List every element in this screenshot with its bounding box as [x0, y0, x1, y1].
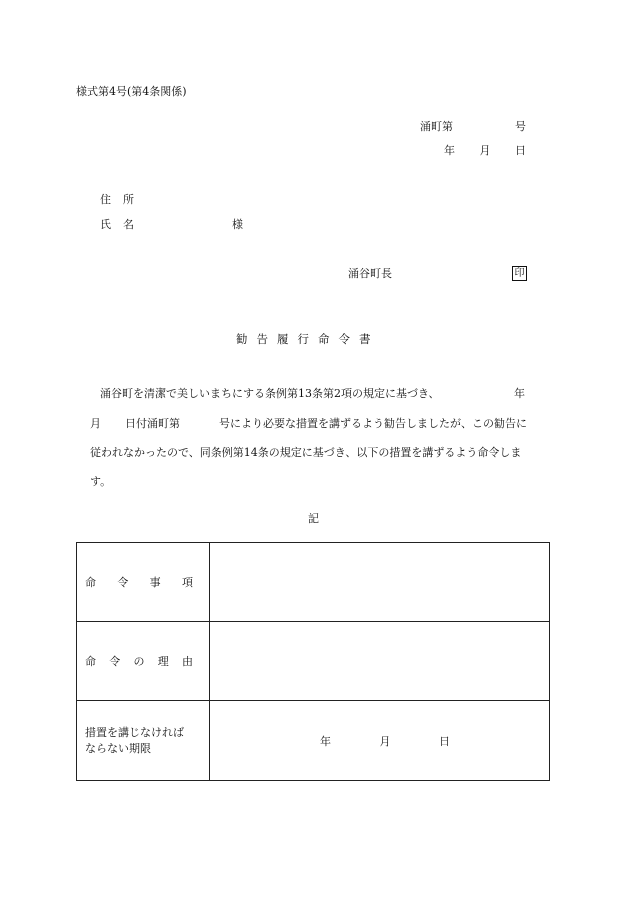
date-year: 年: [444, 144, 455, 157]
issuer-title: 涌谷町長: [348, 267, 392, 280]
deadline-label-line-1: 措置を講じなければ: [85, 725, 184, 739]
row-header-order-matter: 命 令 事 項: [77, 543, 210, 622]
document-number: [420, 121, 526, 132]
deadline-month: 月: [379, 734, 391, 748]
doc-number-prefix: 涌町第: [420, 120, 453, 133]
body-line-3: 従われなかったので、同条例第14条の規定に基づき、以下の措置を講ずるよう命令しま: [90, 446, 522, 459]
deadline-year: 年: [320, 734, 331, 748]
date-month: 月: [479, 144, 491, 157]
body-line-4: す。: [90, 475, 112, 488]
deadline-day: 日: [439, 734, 450, 748]
doc-number-suffix: 号: [515, 120, 526, 133]
order-table: [76, 542, 550, 781]
body-line-1b: 年: [514, 387, 525, 400]
document-date: [444, 145, 526, 156]
date-day: 日: [515, 144, 526, 157]
form-label: 様式第4号(第4条関係): [76, 85, 187, 98]
seal-mark: 印: [512, 266, 527, 281]
honorific: 様: [232, 218, 243, 231]
address-label: 住所: [100, 193, 146, 206]
order-reason-cell[interactable]: [210, 622, 550, 701]
deadline-cell[interactable]: [210, 701, 550, 781]
body-line-1a: 涌谷町を清潔で美しいまちにする条例第13条第2項の規定に基づき、: [100, 387, 440, 400]
table-row: [77, 701, 550, 781]
row-header-deadline: [77, 701, 210, 781]
deadline-label-line-2: ならない期限: [85, 741, 151, 755]
body-line-2c: 号により必要な措置を講ずるよう勧告しましたが、この勧告に: [219, 417, 527, 430]
name-label: 氏名: [100, 218, 146, 231]
document-title: 勧告履行命令書: [236, 332, 380, 346]
ki-heading: 記: [308, 512, 319, 525]
table-row: [77, 622, 550, 701]
order-matter-cell[interactable]: [210, 543, 550, 622]
deadline-date: [320, 733, 450, 749]
table-row: [77, 543, 550, 622]
body-line-2b: 日付涌町第: [125, 417, 180, 430]
row-header-order-reason: 命 令 の 理 由: [77, 622, 210, 701]
body-line-2a: 月: [90, 417, 101, 430]
